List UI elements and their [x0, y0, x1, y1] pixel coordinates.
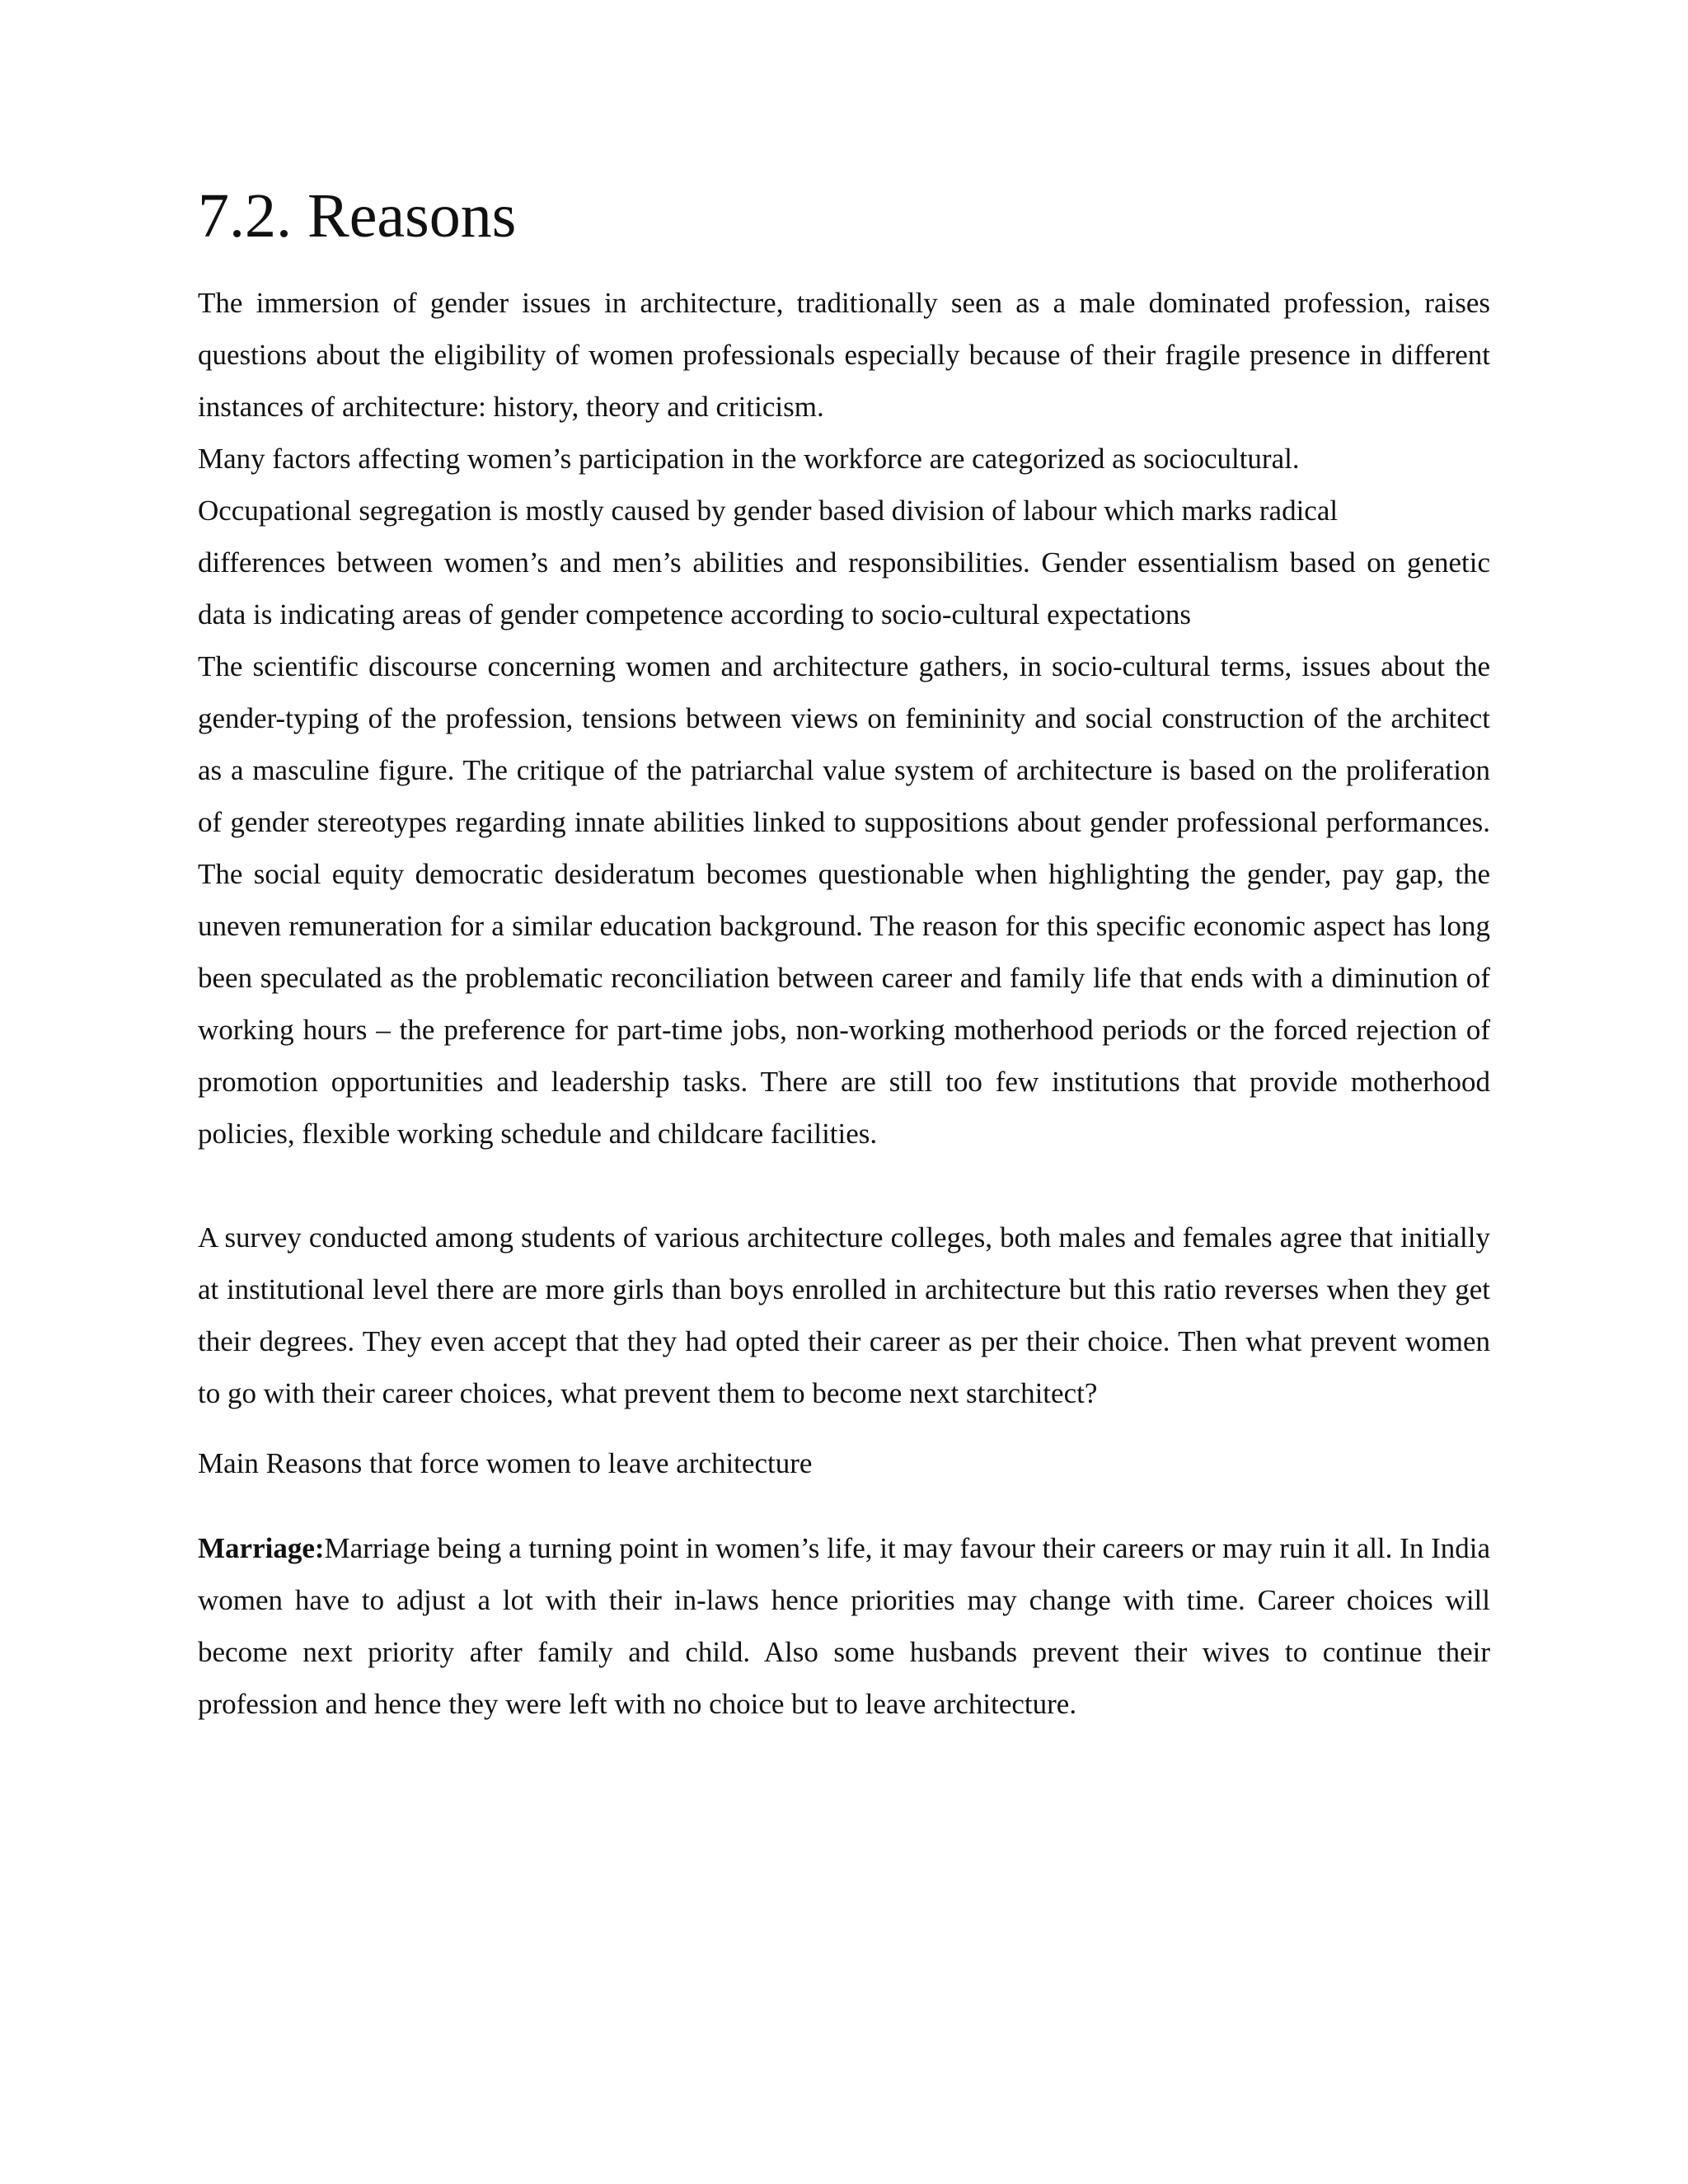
paragraph-discourse: The scientific discourse concerning women and architecture gathers, in socio-cultural terms, issues about the gender-typing of the profession, tensions between views on femininity and social construction of the architect as a masculine figure. The critique of the patriarchal value system of architecture is based on the proliferation of gender stereotypes regarding innate abilities linked to suppositions about gender professional performances. The social equity democratic desideratum becomes questionable when highlighting the gender, pay gap, the uneven remuneration for a similar education background. The reason for this specific economic aspect has long been speculated as the problematic reconciliation between career and family life that ends with a diminution of working hours – the preference for part-time jobs, non-working motherhood periods or the forced rejection of promotion opportunities and leadership tasks. There are still too few institutions that provide motherhood policies, flexible working schedule and childcare facilities. [198, 650, 1490, 1150]
section-heading: 7.2. Reasons [198, 181, 517, 251]
marriage-text: Marriage being a turning point in women’s life, it may favour their careers or may ruin it all. In India women have to adjust a lot with their in-laws hence priorities may change with time. Career choices will become next priority after family and child. Also some husbands prevent their wives to continue their profession and hence they were left with no choice but to leave architecture. [198, 1532, 1490, 1720]
subheading-main-reasons: Main Reasons that force women to leave architecture [198, 1447, 813, 1479]
paragraph-segregation: Occupational segregation is mostly caused by gender based division of labour which marks radical [198, 494, 1339, 527]
paragraph-essentialism: differences between women’s and men’s abilities and responsibilities. Gender essentialism based on genetic data is indicating areas of gender competence according to socio-cultural expectations [198, 546, 1490, 630]
paragraph-marriage [198, 1522, 1490, 1730]
paragraph-spacer [198, 1160, 1490, 1212]
marriage-label: Marriage: [198, 1532, 325, 1564]
paragraph-spacer [198, 1489, 1490, 1522]
paragraph-survey: A survey conducted among students of various architecture colleges, both males and females agree that initially at institutional level there are more girls than boys enrolled in architecture but this ratio reverses when they get their degrees. They even accept that they had opted their career as per their choice. Then what prevent women to go with their career choices, what prevent them to become next starchitect? [198, 1221, 1490, 1409]
paragraph-sociocultural: Many factors affecting women’s participation in the workforce are categorized as sociocultural. [198, 443, 1300, 475]
page-content [198, 181, 1490, 1730]
paragraph-spacer [198, 1419, 1490, 1437]
paragraph-intro: The immersion of gender issues in architecture, traditionally seen as a male dominated profession, raises questions about the eligibility of women professionals especially because of their fragile presence in different instances of architecture: history, theory and criticism. [198, 287, 1490, 423]
